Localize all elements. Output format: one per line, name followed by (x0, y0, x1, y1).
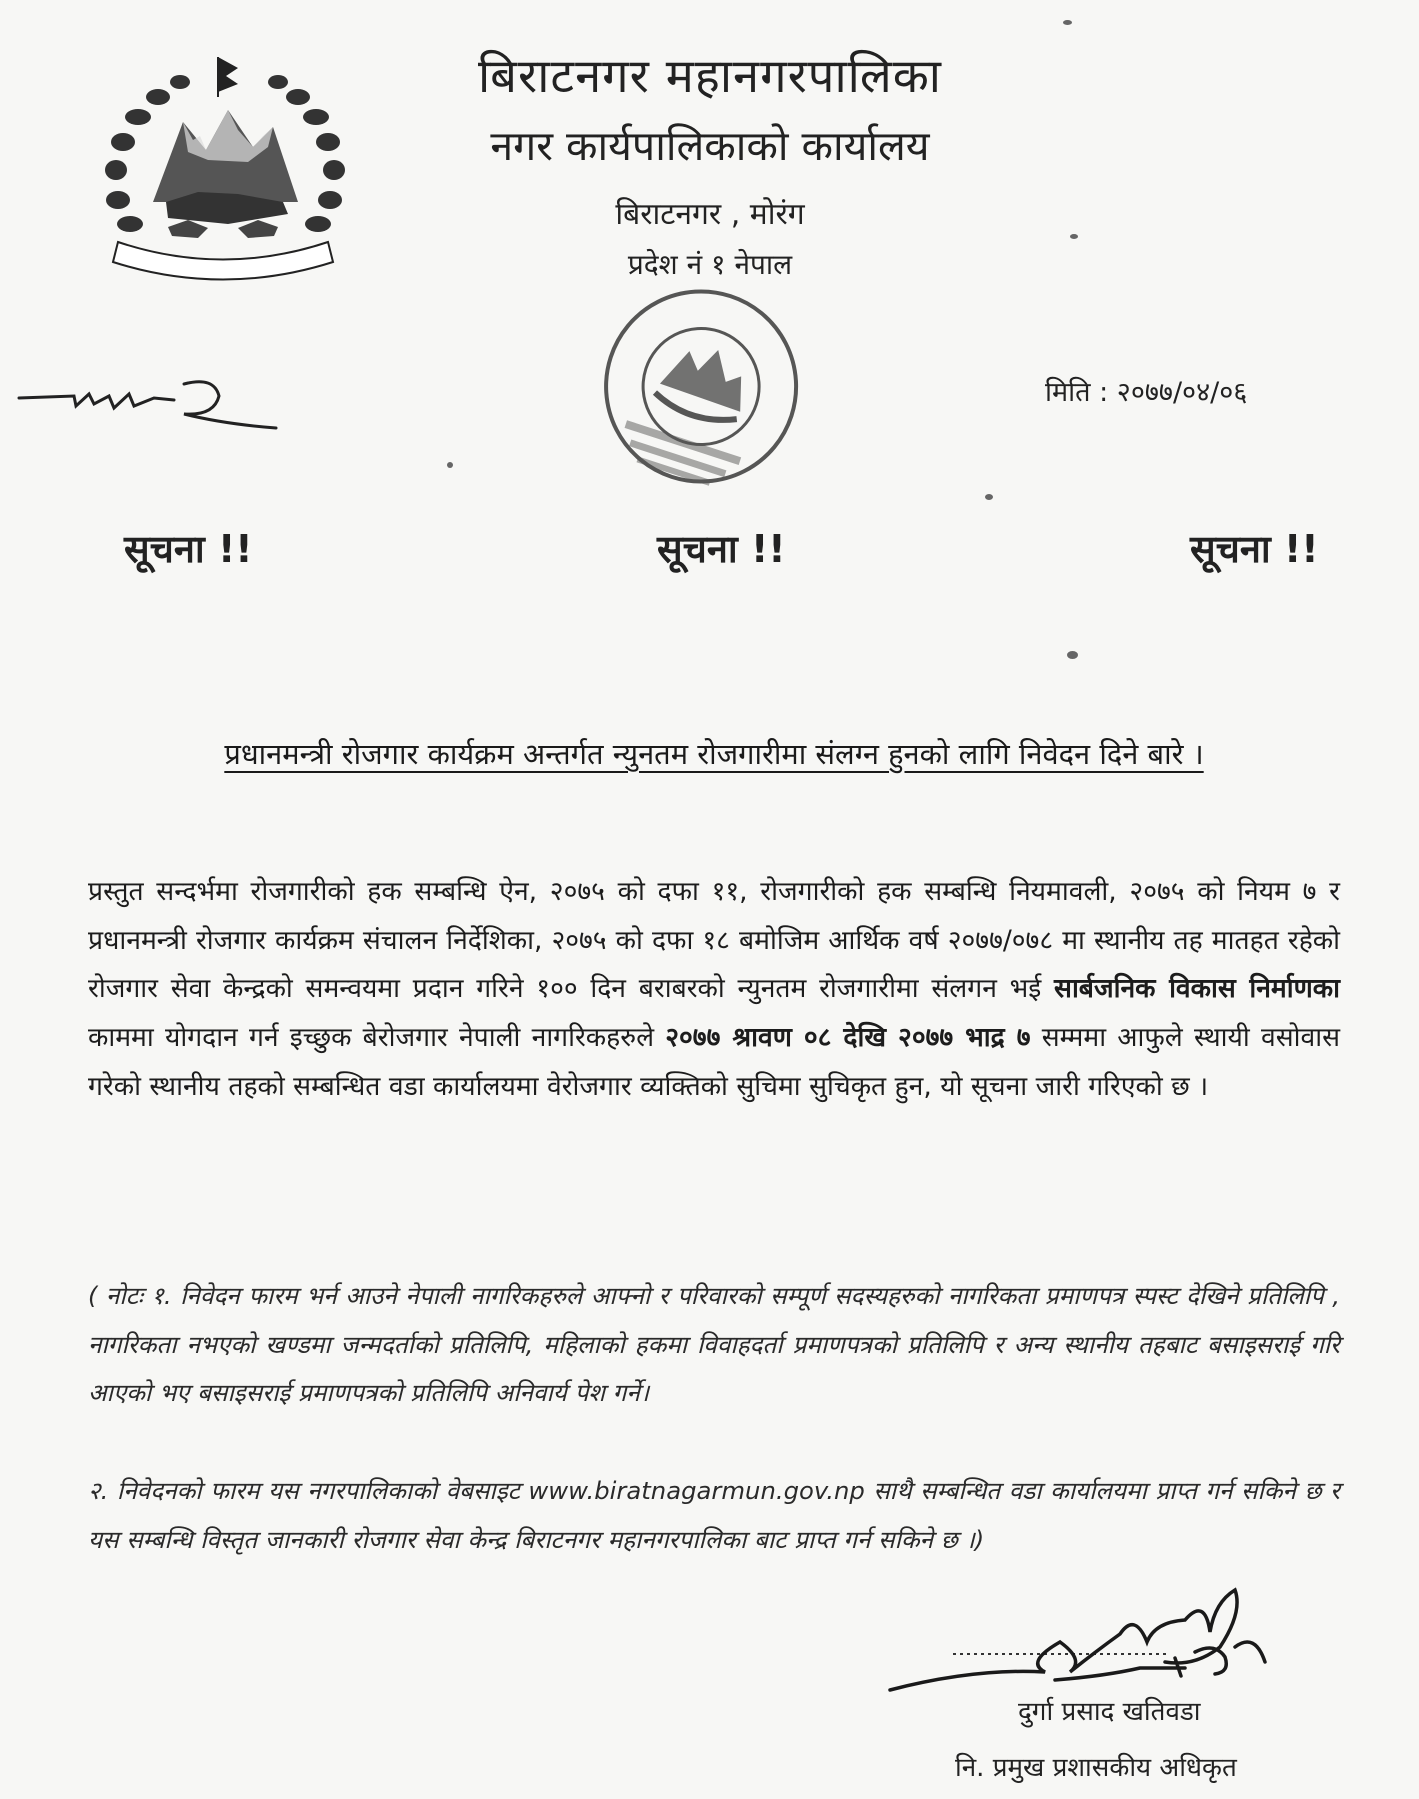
notice-heading-center: सूचना !! (657, 527, 786, 571)
subject-text: प्रधानमन्त्री रोजगार कार्यक्रम अन्तर्गत न्युनतम रोजगारीमा संलग्न हुनको लागि निवेदन दिने बारे । (224, 737, 1204, 771)
nepal-emblem-icon (88, 52, 358, 287)
office-name: नगर कार्यपालिकाको कार्यालय (490, 122, 930, 170)
province-line: प्रदेश नं १ नेपाल (627, 248, 793, 281)
notice-subject (88, 722, 1340, 786)
date-value: २०७७/०४/०६ (1116, 377, 1248, 408)
notice-heading-right: सूचना !! (1190, 527, 1319, 571)
body-text-1: प्रस्तुत सन्दर्भमा रोजगारीको हक सम्बन्धि ऐन, २०७५ को दफा ११, रोजगारीको हक सम्बन्धि नियमावली, २०७५ को नियम ७ र प्रधानमन्त्री रोजगार कार्यक्रम संचालन निर्देशिका, २०७५ को दफा १८ बमोजिम आर्थिक वर्ष २०७७/०७८ मा स्थानीय तह मातहत रहेको रोजगार सेवा केन्द्रको समन्वयमा प्रदान गरिने १०० दिन बराबरको न्युनतम रोजगारीमा संलगन भई (88, 876, 1340, 1005)
paper-speck (1063, 20, 1072, 25)
paper-speck (985, 494, 993, 500)
notice-date (1045, 372, 1247, 409)
note-2: २. निवेदनको फारम यस नगरपालिकाको वेबसाइट www.biratnagarmun.gov.np साथै सम्बन्धित वडा कार्यालयमा प्राप्त गर्न सकिने छ र यस सम्बन्धि विस्तृत जानकारी रोजगार सेवा केन्द्र बिराटनगर महानगरपालिका बाट प्राप्त गर्न सकिने छ ।) (88, 1476, 1340, 1554)
note-1: ( नोटः १. निवेदन फारम भर्न आउने नेपाली नागरिकहरुले आफ्नो र परिवारको सम्पूर्ण सदस्यहरुको नागरिकता प्रमाणपत्र स्पस्ट देखिने प्रतिलिपि , नागरिकता नभएको खण्डमा जन्मदर्ताको प्रतिलिपि, महिलाको हकमा विवाहदर्ता प्रमाणपत्रको प्रतिलिपि र अन्य स्थानीय तहबाट बसाइसराई गरि आएको भए बसाइसराई प्रमाणपत्रको प्रतिलिपि अनिवार्य पेश गर्ने। (88, 1281, 1340, 1408)
signatory-designation: नि. प्रमुख प्रशासकीय अधिकृत (955, 1753, 1237, 1783)
paper-speck (447, 462, 453, 468)
handwritten-mark-icon (14, 376, 284, 438)
paper-speck (1070, 234, 1078, 239)
notice-body (88, 868, 1340, 1112)
municipality-name: बिराटनगर महानगरपालिका (478, 49, 942, 104)
office-stamp-icon (548, 276, 848, 516)
body-bold-2: २०७७ श्रावण ०८ देखि २०७७ भाद्र ७ (665, 1022, 1031, 1054)
date-label: मिति (1045, 377, 1091, 408)
paper-speck (1067, 651, 1078, 659)
signatory-name: दुर्गा प्रसाद खतिवडा (1018, 1697, 1201, 1727)
date-separator: : (1090, 377, 1117, 408)
body-bold-1: सार्बजनिक विकास निर्माणका (1054, 973, 1340, 1005)
body-text-2: काममा योगदान गर्न इच्छुक बेरोजगार नेपाली नागरिकहरुले (88, 1022, 655, 1054)
notice-heading-left: सूचना !! (124, 527, 253, 571)
office-location: बिराटनगर , मोरंग (615, 197, 805, 232)
body-text-3: सम्ममा आफुले स्थायी वसोवास गरेको स्थानीय तहको सम्बन्धित वडा कार्यालयमा वेरोजगार व्यक्तिको सुचिमा सुचिकृत हुन, यो सूचना जारी गरिएको छ । (88, 1022, 1340, 1102)
